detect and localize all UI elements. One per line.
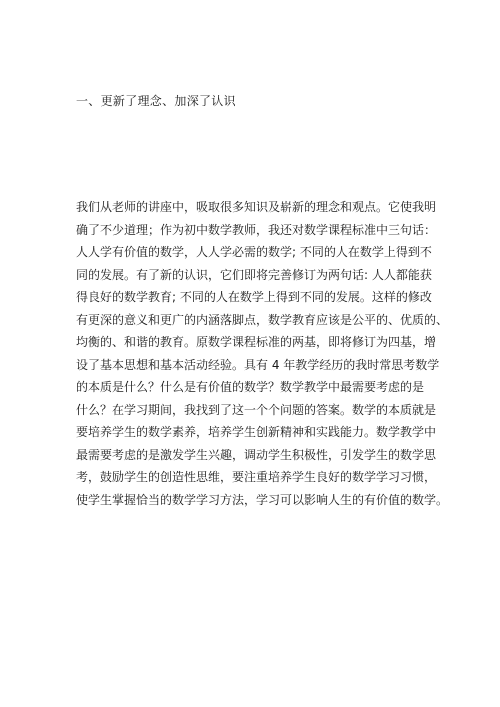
- paragraph-line: 设了基本思想和基本活动经验。具有 4 年教学经历的我时常思考数学: [76, 357, 440, 372]
- paragraph-line: 什么？在学习期间，我找到了这一个个问题的答案。数学的本质就是: [76, 402, 437, 417]
- paragraph-line: 同的发展。有了新的认识，它们即将完善修订为两句话: 人人都能获: [76, 267, 432, 282]
- paragraph-line: 有更深的意义和更广的内涵落脚点，数学教育应该是公平的、优质的、: [76, 312, 449, 327]
- paragraph-line: 使学生掌握恰当的数学学习方法，学习可以影响人生的有价值的数学。: [76, 492, 449, 507]
- paragraph-line: 最需要考虑的是激发学生兴趣，调动学生积极性，引发学生的数学思: [76, 447, 437, 462]
- paragraph-line: 的本质是什么？什么是有价值的数学？数学教学中最需要考虑的是: [76, 380, 425, 394]
- paragraph-line: 考，鼓励学生的创造性思维，要注重培养学生良好的数学学习习惯，: [76, 470, 437, 484]
- paragraph-line: 要培养学生的数学素养，培养学生创新精神和实践能力。数学教学中: [76, 425, 437, 439]
- paragraph-line: 确了不少道理；作为初中数学教师，我还对数学课程标准中三句话：: [76, 222, 437, 237]
- paragraph-line: 人人学有价值的数学，人人学必需的数学; 不同的人在数学上得到不: [76, 245, 432, 259]
- body-paragraph: [76, 196, 449, 511]
- paragraph-line: 我们从老师的讲座中，吸取很多知识及崭新的理念和观点。它使我明: [76, 200, 437, 214]
- section-heading: 一、更新了理念、加深了认识: [76, 94, 236, 108]
- paragraph-line: 得良好的数学教育; 不同的人在数学上得到不同的发展。这样的修改: [76, 290, 432, 304]
- paragraph-line: 均衡的、和谐的教育。原数学课程标准的两基，即将修订为四基，增: [76, 335, 437, 349]
